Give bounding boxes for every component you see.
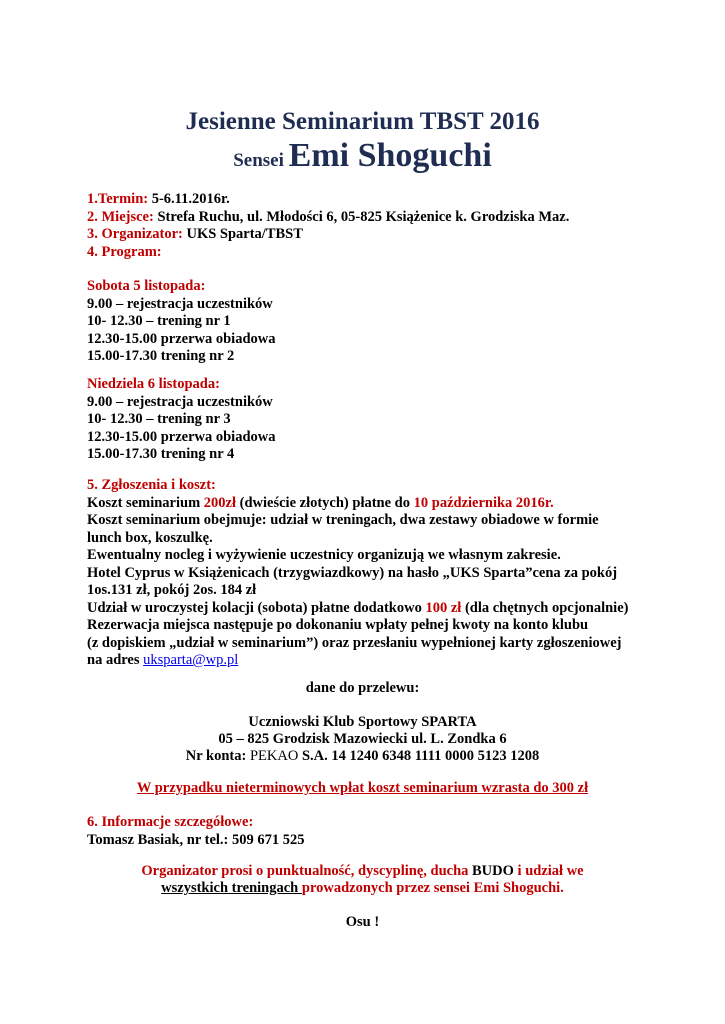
cost-text: (dwieście złotych) płatne do	[236, 494, 414, 511]
miejsce-line	[87, 209, 707, 227]
sunday-item: 15.00-17.30 trening nr 4	[87, 446, 235, 462]
details-section	[87, 814, 707, 849]
sunday-section	[87, 376, 707, 464]
cost-line: Ewentualny nocleg i wyżywienie uczestnicy organizują we własnym zakresie.	[87, 547, 561, 563]
cost-heading: 5. Zgłoszenia i koszt:	[87, 477, 216, 493]
closing-text: Organizator prosi o punktualność, dyscyplinę, ducha	[141, 863, 473, 879]
termin-line	[87, 191, 707, 209]
email-line	[87, 652, 707, 670]
document-title: Jesienne Seminarium TBST 2016	[185, 108, 540, 135]
closing-line-1	[0, 863, 725, 881]
account-number: S.A. 14 1240 6348 1111 0000 5123 1208	[298, 748, 540, 764]
dinner-line	[87, 600, 707, 618]
saturday-item: 12.30-15.00 przerwa obiadowa	[87, 330, 276, 347]
cost-section	[87, 477, 707, 670]
miejsce-label: 2. Miejsce:	[87, 208, 154, 225]
closing-underlined: wszystkich treningach	[161, 880, 302, 896]
organizator-label: 3. Organizator:	[87, 226, 183, 242]
sunday-heading: Niedziela 6 listopada:	[87, 376, 220, 392]
email-link[interactable]: uksparta@wp.pl	[143, 652, 239, 668]
document-subtitle	[0, 136, 725, 181]
closing-line-2	[0, 880, 725, 898]
details-contact: Tomasz Basiak, nr tel.: 509 671 525	[87, 831, 305, 848]
dinner-text: (dla chętnych opcjonalnie)	[461, 599, 629, 616]
bank-name: PEKAO	[249, 748, 299, 764]
saturday-item: 15.00-17.30 trening nr 2	[87, 348, 235, 364]
transfer-address: 05 – 825 Grodzisk Mazowiecki ul. L. Zondka 6	[218, 731, 507, 747]
sunday-item: 12.30-15.00 przerwa obiadowa	[87, 428, 276, 445]
account-label: Nr konta:	[185, 748, 250, 764]
farewell: Osu !	[345, 914, 380, 930]
sunday-item: 10- 12.30 – trening nr 3	[87, 411, 231, 427]
termin-label: 1.Termin:	[87, 191, 149, 207]
late-payment-warning: W przypadku nieterminowych wpłat koszt seminarium wzrasta do 300 zł	[136, 780, 589, 796]
cost-line: 1os.131 zł, pokój 2os. 184 zł	[87, 582, 257, 598]
organizator-line	[87, 226, 707, 244]
cost-line: lunch box, koszulkę.	[87, 529, 213, 546]
transfer-account	[0, 748, 725, 766]
saturday-item: 9.00 – rejestracja uczestników	[87, 295, 273, 312]
cost-price: 200zł	[203, 494, 237, 511]
cost-line: Rezerwacja miejsca następuje po dokonaniu wpłaty pełnej kwoty na konto klubu	[87, 617, 589, 633]
closing-budo: BUDO	[472, 863, 514, 879]
organizator-value: UKS Sparta/TBST	[182, 226, 303, 242]
miejsce-value: Strefa Ruchu, ul. Młodości 6, 05-825 Książenice k. Grodziska Maz.	[153, 208, 570, 225]
cost-text: Koszt seminarium	[87, 494, 204, 511]
details-heading: 6. Informacje szczegółowe:	[87, 814, 254, 830]
closing-text: i udział we	[513, 863, 584, 879]
closing-text: prowadzonych przez sensei Emi Shoguchi.	[301, 880, 564, 896]
saturday-item: 10- 12.30 – trening nr 1	[87, 313, 231, 329]
cost-line: Koszt seminarium obejmuje: udział w treningach, dwa zestawy obiadowe w formie	[87, 512, 599, 528]
cost-deadline: 10 października 2016r.	[413, 494, 554, 511]
cost-line: Hotel Cyprus w Książenicach (trzygwiazdkowy) na hasło „UKS Sparta”cena za pokój	[87, 564, 618, 581]
dinner-text: Udział w uroczystej kolacji (sobota) płatne dodatkowo	[87, 599, 426, 616]
cost-line: (z dopiskiem „udział w seminarium”) oraz przesłaniu wypełnionej karty zgłoszeniowej	[87, 634, 622, 651]
transfer-name: Uczniowski Klub Sportowy SPARTA	[248, 714, 477, 730]
info-section	[87, 191, 707, 261]
subtitle-sensei: Sensei	[233, 150, 284, 171]
transfer-heading: dane do przelewu:	[305, 680, 420, 696]
saturday-heading: Sobota 5 listopada:	[87, 278, 206, 294]
program-label: 4. Program:	[87, 243, 162, 260]
termin-value: 5-6.11.2016r.	[148, 191, 230, 207]
saturday-section	[87, 278, 707, 366]
dinner-price: 100 zł	[425, 599, 462, 616]
subtitle-name: Emi Shoguchi	[288, 137, 492, 174]
email-prefix: na adres	[87, 652, 144, 668]
sunday-item: 9.00 – rejestracja uczestników	[87, 393, 273, 410]
cost-line-price	[87, 495, 707, 513]
